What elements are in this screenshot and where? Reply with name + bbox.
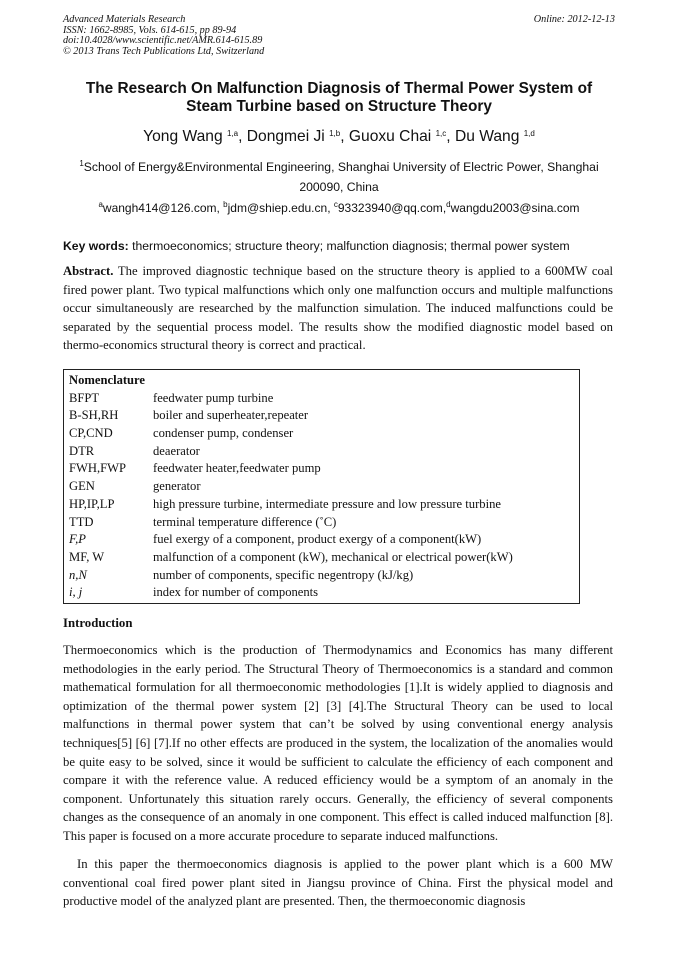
nomenclature-row: MF, W malfunction of a component (kW), mechanical or electrical power(kW) xyxy=(69,549,513,564)
keywords xyxy=(63,239,615,253)
title-line-1: The Research On Malfunction Diagnosis of Thermal Power System of xyxy=(85,80,593,97)
email-link[interactable]: $^a$wangh414@126.com xyxy=(98,200,217,215)
nomenclature-row: i, j index for number of components xyxy=(69,585,319,600)
journal-header xyxy=(63,15,615,57)
nomenclature-row: B-SH,RH boiler and superheater,repeater xyxy=(69,408,309,423)
journal-name: Advanced Materials Research xyxy=(63,14,186,25)
abstract xyxy=(63,262,613,355)
author: Dongmei Ji $^{1,b}$, xyxy=(246,128,349,145)
nomenclature-row: FWH,FWP feedwater heater,feedwater pump xyxy=(69,461,321,476)
online-date: Online: 2012-12-13 xyxy=(533,14,615,25)
title-line-2: Steam Turbine based on Structure Theory xyxy=(186,97,492,115)
doi-line: doi:10.4028/www.scientific.net/AMR.614-615.89 xyxy=(63,35,263,47)
affiliation: $^1$School of Energy&Environmental Engineering, Shanghai University of Electric Power, Shanghai 200090, China xyxy=(63,158,615,197)
nomenclature-row: GEN generator xyxy=(69,479,201,494)
nomenclature-row: n,N number of components, specific negentropy (kJ/kg) xyxy=(69,567,414,582)
email-link[interactable]: $^d$wangdu2003@sina.com xyxy=(446,200,580,215)
affiliation-line-2: 200090, China xyxy=(299,179,379,194)
nomenclature-row: TTD terminal temperature difference (˚C) xyxy=(69,514,337,529)
email-link[interactable]: $^c$93323940@qq.com xyxy=(333,200,443,215)
nomenclature-row: HP,IP,LP high pressure turbine, intermediate pressure and low pressure turbine xyxy=(69,496,501,511)
affiliation-line-1: School of Energy&Environmental Engineering, Shanghai University of Electric Power, Shanghai xyxy=(83,160,599,174)
issn-line: ISSN: 1662-8985, Vols. 614-615, pp 89-94 xyxy=(63,24,237,36)
paper-title xyxy=(63,80,615,115)
intro-paragraph-1: Thermoeconomics which is the production of Thermodynamics and Economics has many different methodologies in the early period. The Structural Theory of Thermoeconomics is a standard and common mathematical formulation for all thermoeconomic methodologies [1].It is widely applied to diagnosis and optimization of the thermal power system [2] [3] [4].The Structural Theory can be used to local malfunctions in thermal power system that can’t be solved by using conventional energy analysis techniques[5] [6] [7].If no other effects are produced in the system, the localization of the anomalies would be quite easy to be solved, since it would be sufficient to calculate the efficiency of each component and compare it with the reference value. A reduced efficiency would be a symptom of an anomaly in the component. Unfortunately this situation rarely occurs. Generally, the efficiency of several components changes as the consequence of an anomaly in one component. This effect is called induced malfunction [8]. This paper is focused on a more accurate procedure to separate induced malfunctions. xyxy=(63,643,613,843)
author-list xyxy=(63,128,615,146)
abstract-label: Abstract. xyxy=(63,264,114,278)
nomenclature-row: CP,CND condenser pump, condenser xyxy=(69,426,294,441)
nomenclature-title: Nomenclature xyxy=(69,373,146,387)
email-link[interactable]: $^b$jdm@shiep.edu.cn xyxy=(223,200,328,215)
abstract-text: The improved diagnostic technique based on the structure theory is applied to a 600MW coal fired power plant. Two typical malfunctions which only one malfunction occurs and multiple malfunctions occur simultaneously are researched by the malfunction simulation. The induced malfunctions could be separated by the sequential process model. The results show the modified diagnostic model based on thermo-economics structural theory is correct and practical. xyxy=(63,264,613,353)
keywords-label: Key words: xyxy=(63,239,129,253)
nomenclature-row: BFPT feedwater pump turbine xyxy=(69,390,274,405)
intro-paragraph-2: In this paper the thermoeconomics diagnosis is applied to the power plant which is a 600 MW conventional coal fired power plant sited in Jiangsu province of China. First the physical model and productive model of the analyzed plant are presented. Then, the thermoeconomic diagnosis xyxy=(63,857,613,909)
nomenclature-row: DTR deaerator xyxy=(69,443,200,458)
keywords-text: thermoeconomics; structure theory; malfunction diagnosis; thermal power system xyxy=(128,239,570,253)
author: Guoxu Chai $^{1,c}$, xyxy=(348,128,455,145)
copyright-line: © 2013 Trans Tech Publications Ltd, Switzerland xyxy=(63,45,265,57)
nomenclature-box xyxy=(63,369,580,604)
email-list: $^a$wangh414@126.com, $^b$jdm@shiep.edu.cn, $^c$93323940@qq.com,$^d$wangdu2003@sina.com xyxy=(98,200,580,215)
section-heading-introduction: Introduction xyxy=(63,616,133,630)
author: Yong Wang $^{1,a}$, xyxy=(143,128,247,145)
author: Du Wang $^{1,d}$ xyxy=(454,128,535,145)
nomenclature-row: F,P fuel exergy of a component, product exergy of a component(kW) xyxy=(69,532,482,547)
